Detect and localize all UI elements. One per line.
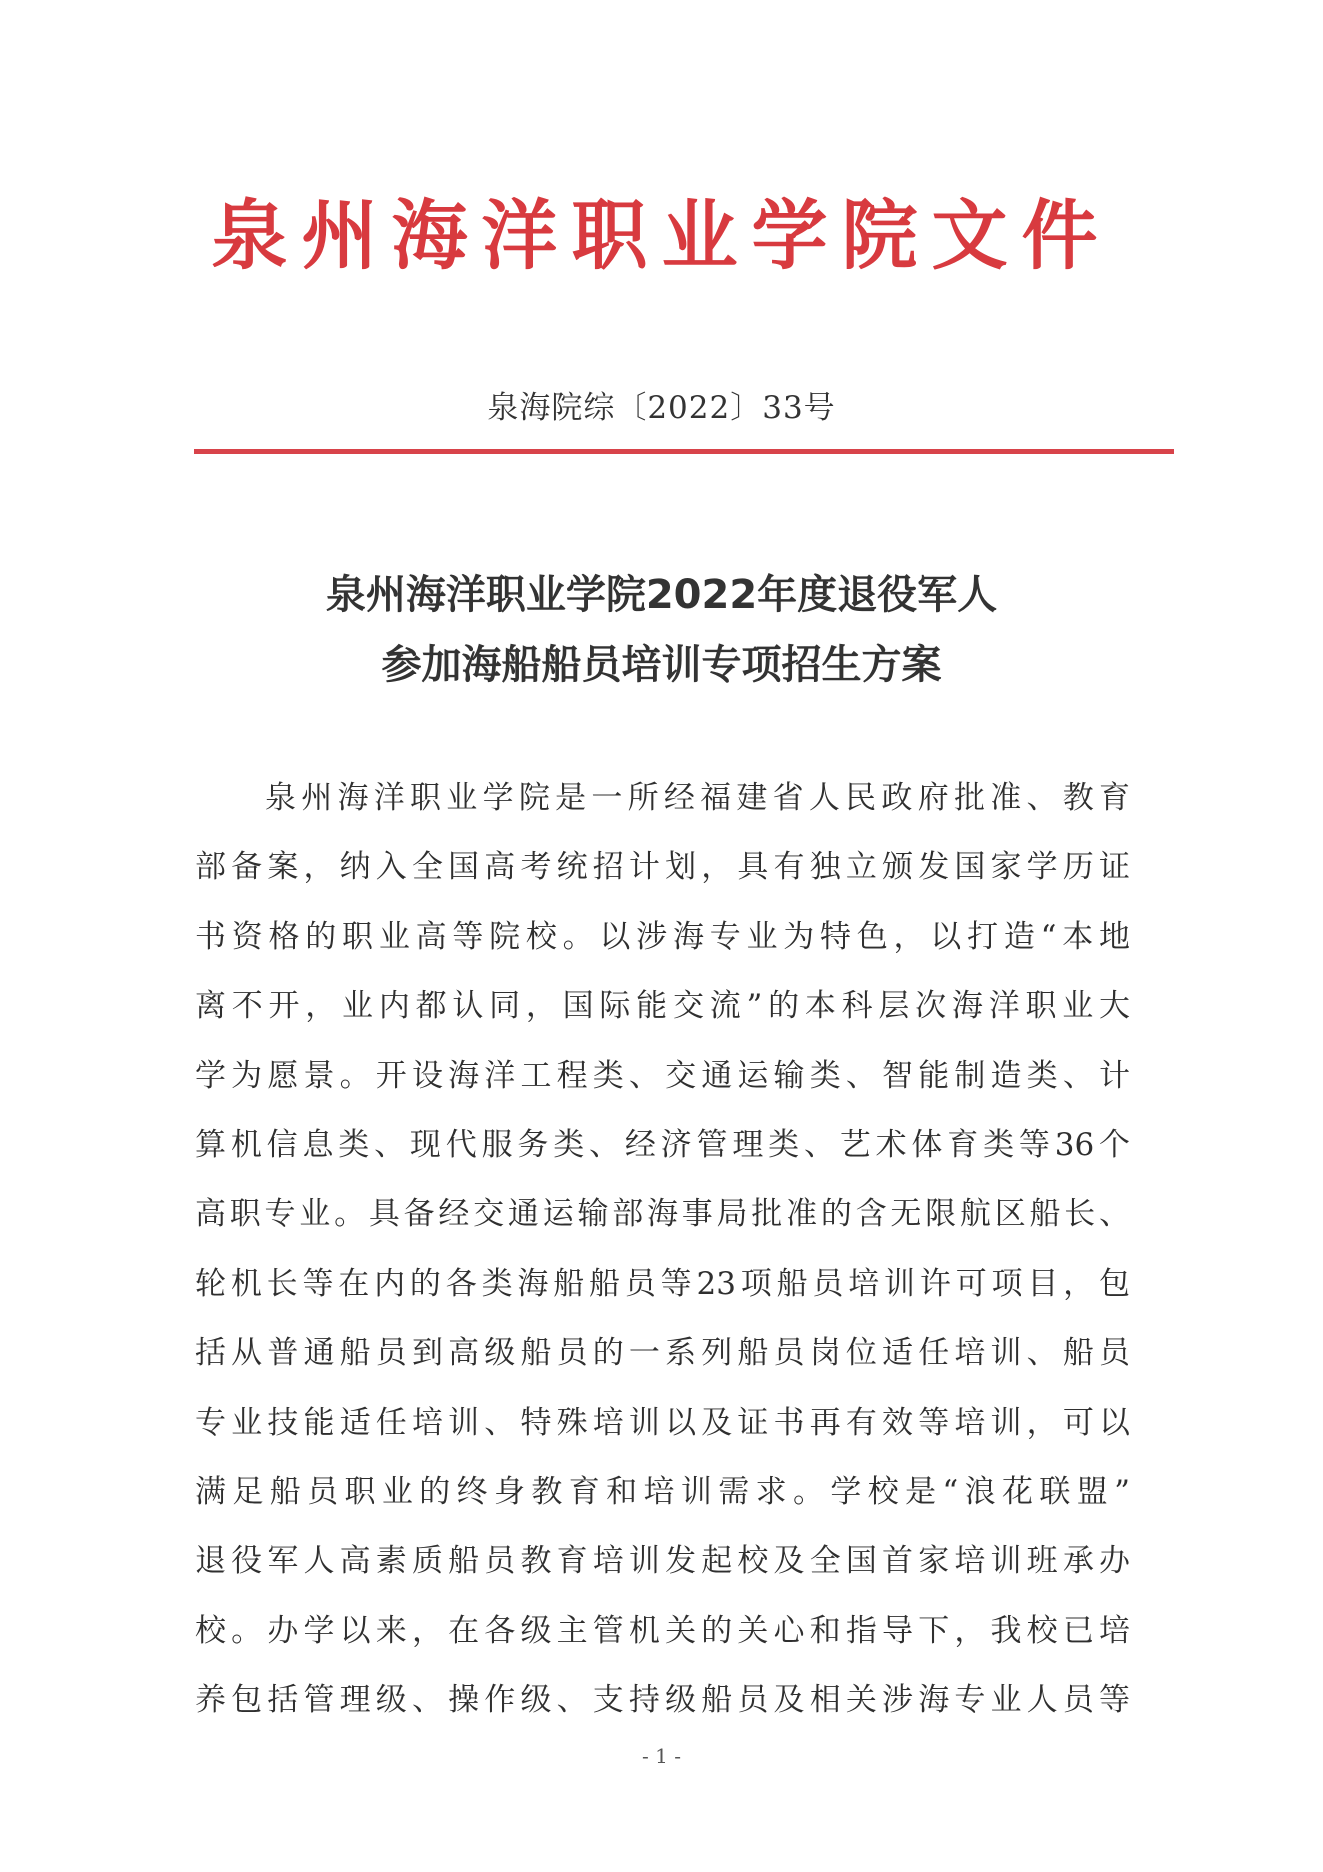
body-text-line: 满足船员职业的终身教育和培训需求。学校是“浪花联盟” <box>195 1473 1130 1510</box>
document-header-title: 泉州海洋职业学院文件 <box>211 191 1112 280</box>
body-text-line: 高职专业。具备经交通运输部海事局批准的含无限航区船长、 <box>195 1196 1130 1233</box>
document-title-line: 泉州海洋职业学院2022年度退役军人 <box>325 572 998 618</box>
document-title <box>0 560 1323 700</box>
red-divider-rule <box>194 449 1174 454</box>
page-number: - 1 - <box>642 1744 681 1768</box>
document-title-line: 参加海船船员培训专项招生方案 <box>381 642 942 688</box>
body-text-line: 部备案，纳入全国高考统招计划，具有独立颁发国家学历证 <box>195 849 1130 886</box>
document-number: 泉海院综〔2022〕33号 <box>487 390 836 426</box>
body-text-line: 书资格的职业高等院校。以涉海专业为特色，以打造“本地 <box>195 918 1130 955</box>
body-text-line: 算机信息类、现代服务类、经济管理类、艺术体育类等36个 <box>195 1126 1130 1163</box>
body-text-line: 专业技能适任培训、特殊培训以及证书再有效等培训，可以 <box>195 1404 1130 1441</box>
body-text-line: 泉州海洋职业学院是一所经福建省人民政府批准、教育 <box>265 780 1130 816</box>
body-text-line: 校。办学以来，在各级主管机关的关心和指导下，我校已培 <box>195 1612 1130 1649</box>
body-text-line: 轮机长等在内的各类海船船员等23项船员培训许可项目，包 <box>195 1265 1130 1302</box>
body-text-line: 离不开，业内都认同，国际能交流”的本科层次海洋职业大 <box>195 988 1130 1025</box>
body-text-line: 括从普通船员到高级船员的一系列船员岗位适任培训、船员 <box>195 1335 1130 1372</box>
document-body <box>195 764 1130 1735</box>
body-text-line: 退役军人高素质船员教育培训发起校及全国首家培训班承办 <box>195 1543 1130 1580</box>
body-text-line: 学为愿景。开设海洋工程类、交通运输类、智能制造类、计 <box>195 1057 1130 1094</box>
body-text-line: 养包括管理级、操作级、支持级船员及相关涉海专业人员等 <box>195 1682 1130 1719</box>
